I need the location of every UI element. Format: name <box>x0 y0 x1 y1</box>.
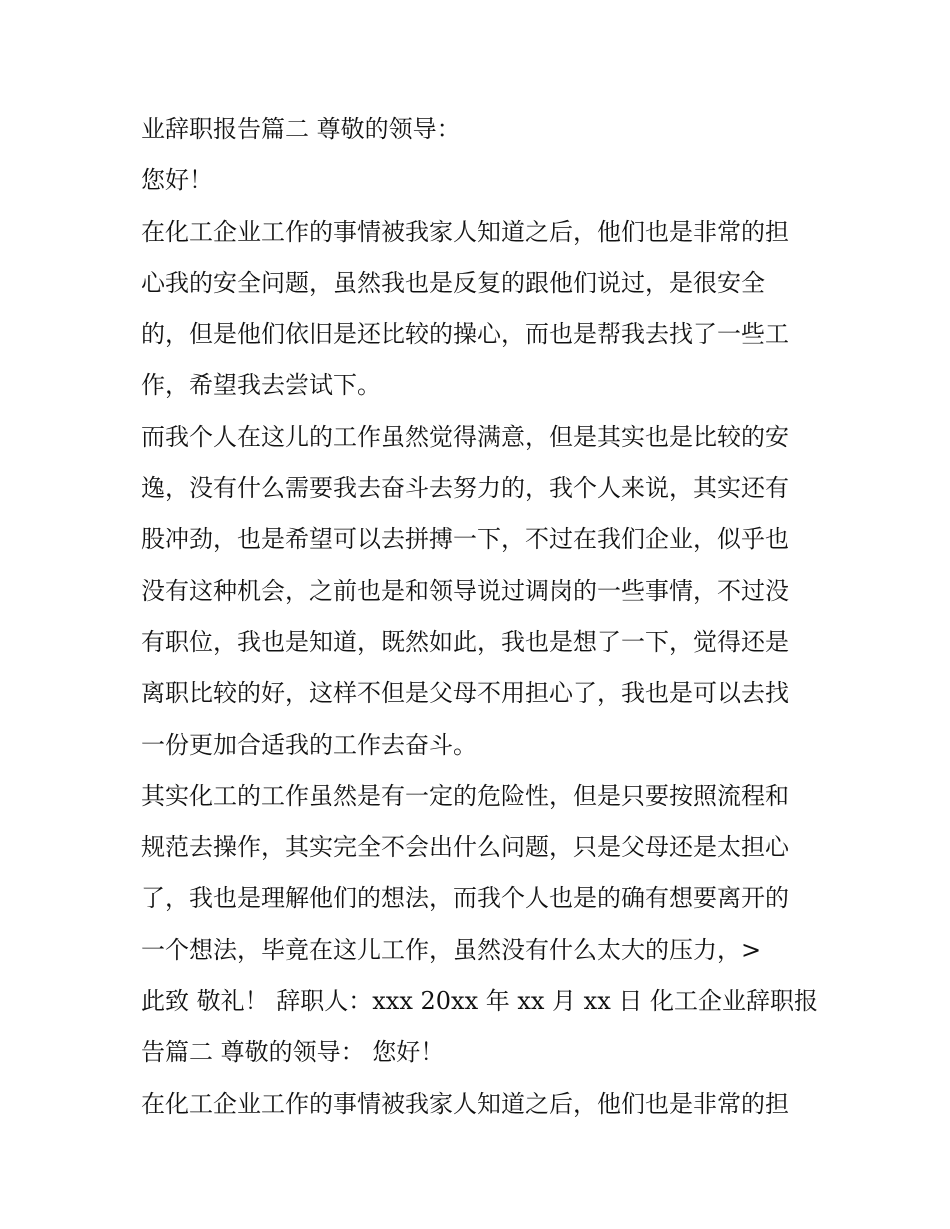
text-line: 而我个人在这儿的工作虽然觉得满意，但是其实也是比较的安 <box>141 422 789 451</box>
text-line: 一个想法，毕竟在这儿工作，虽然没有什么太大的压力，> <box>141 935 762 964</box>
text-line: 没有这种机会，之前也是和领导说过调岗的一些事情，不过没 <box>141 576 789 605</box>
text-line: 股冲劲，也是希望可以去拼搏一下，不过在我们企业，似乎也 <box>141 525 789 554</box>
text-line: 了，我也是理解他们的想法，而我个人也是的确有想要离开的 <box>141 884 789 913</box>
text-line: 的，但是他们依旧是还比较的操心，而也是帮我去找了一些工 <box>141 320 789 349</box>
text-line: 业辞职报告篇二 尊敬的领导： <box>141 115 461 143</box>
text-line: 此致 敬礼！ 辞职人：xxx 20xx 年 xx 月 xx 日 化工企业辞职报 <box>141 987 819 1016</box>
text-line: 作，希望我去尝试下。 <box>141 371 381 400</box>
text-line: 您好！ <box>141 166 213 195</box>
text-line: 有职位，我也是知道，既然如此，我也是想了一下，觉得还是 <box>141 627 789 656</box>
text-line: 离职比较的好，这样不但是父母不用担心了，我也是可以去找 <box>141 679 789 708</box>
text-line: 一份更加合适我的工作去奋斗。 <box>141 730 477 759</box>
text-line: 在化工企业工作的事情被我家人知道之后，他们也是非常的担 <box>141 1089 789 1118</box>
text-line: 心我的安全问题，虽然我也是反复的跟他们说过，是很安全 <box>141 268 765 297</box>
text-line: 逸，没有什么需要我去奋斗去努力的，我个人来说，其实还有 <box>141 474 789 503</box>
document-body <box>141 104 821 1130</box>
text-line: 告篇二 尊敬的领导： 您好！ <box>141 1038 445 1067</box>
text-line: 规范去操作，其实完全不会出什么问题，只是父母还是太担心 <box>141 833 789 862</box>
text-line: 其实化工的工作虽然是有一定的危险性，但是只要按照流程和 <box>141 781 789 810</box>
text-line: 在化工企业工作的事情被我家人知道之后，他们也是非常的担 <box>141 217 789 246</box>
